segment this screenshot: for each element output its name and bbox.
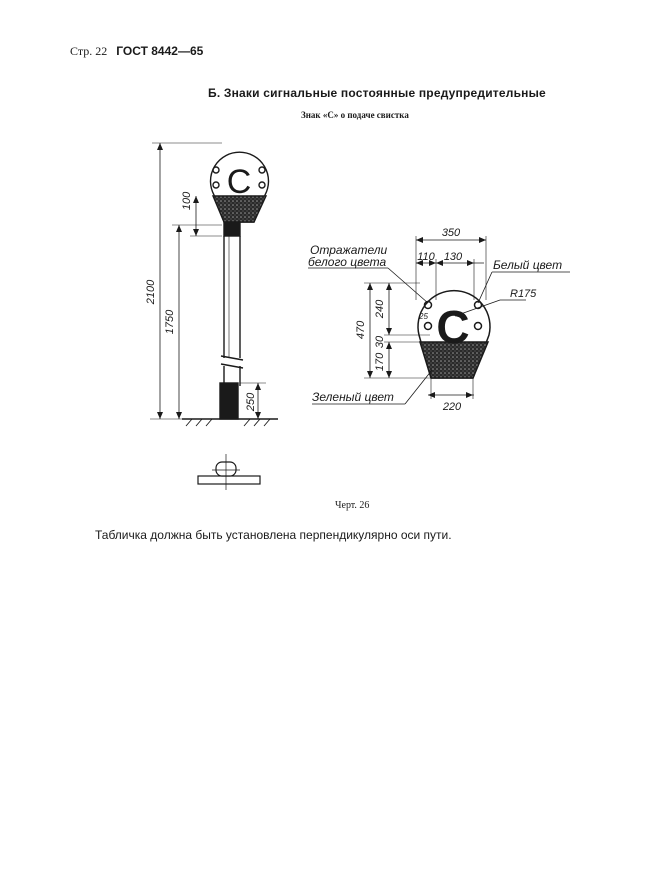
sign-on-pole <box>150 143 278 426</box>
dim-reflector-spacing: 130 <box>443 251 463 263</box>
plan-view <box>198 454 260 490</box>
dim-reflector-offset: 110 <box>417 251 435 263</box>
dim-width: 350 <box>441 227 461 239</box>
sign-letter-large: С <box>436 301 470 353</box>
dim-upper-part: 240 <box>374 299 386 319</box>
dim-radius: R175 <box>510 288 537 300</box>
dim-lower-part: 170 <box>374 352 386 372</box>
label-green: Зеленый цвет <box>312 390 394 404</box>
dim-pole-height: 1750 <box>164 309 176 335</box>
pole-top <box>224 222 240 236</box>
label-white: Белый цвет <box>493 258 563 272</box>
dim-plate-height: 470 <box>355 320 367 340</box>
standard-number: ГОСТ 8442—65 <box>116 44 204 58</box>
page-number: Стр. 22 <box>70 44 108 58</box>
section-title: Б. Знаки сигнальные постоянные предупредительные <box>208 86 546 100</box>
label-reflectors-1: Отражатели <box>310 243 388 257</box>
body-paragraph: Табличка должна быть установлена перпендикулярно оси пути. <box>95 528 452 542</box>
pole-base <box>220 383 238 419</box>
dim-plate-lower: 100 <box>181 191 193 211</box>
dim-total-height: 2100 <box>145 279 157 305</box>
label-reflectors-2: белого цвета <box>308 255 387 269</box>
dim-gap: 30 <box>374 335 386 349</box>
figure-caption: Черт. 26 <box>335 500 370 511</box>
sign-letter-small: С <box>226 163 252 201</box>
sign-title: Знак «С» о подаче свистка <box>301 110 409 120</box>
dim-hole: 25 <box>419 312 428 321</box>
dim-bottom-width: 220 <box>442 401 462 413</box>
dim-base-height: 250 <box>245 392 257 412</box>
